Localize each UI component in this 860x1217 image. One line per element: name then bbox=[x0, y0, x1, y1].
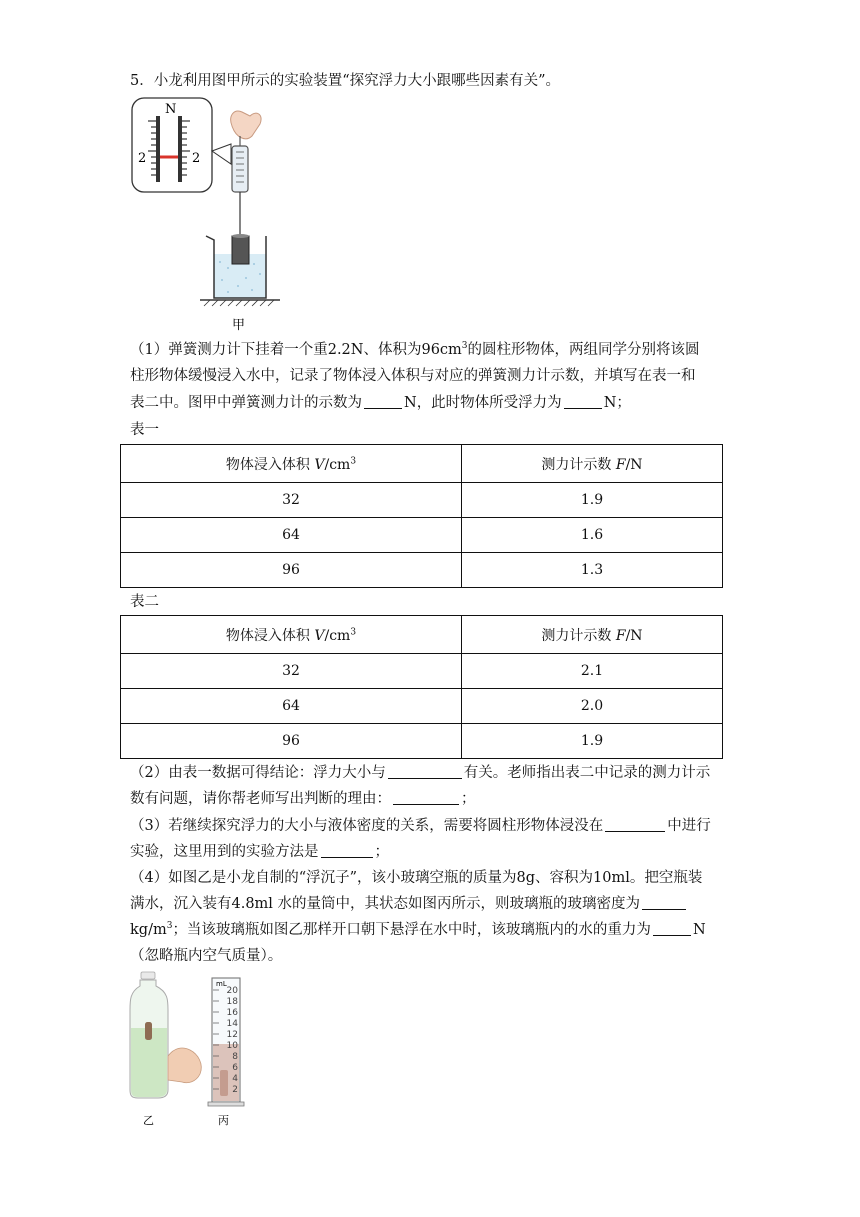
cylinder-unit-label: mL bbox=[216, 980, 227, 988]
table-row: 32 2.1 bbox=[121, 654, 723, 689]
figure-jia bbox=[128, 96, 318, 332]
part4-line3: $kg/m^3$；当该玻璃瓶如图乙那样开口朝下悬浮在水中时，该玻璃瓶内的水的重力为 N bbox=[130, 921, 706, 938]
cylinder-tick-label: 2 bbox=[232, 1085, 238, 1095]
hand-shape bbox=[231, 111, 261, 139]
cylinder-tick-label: 16 bbox=[226, 1008, 238, 1018]
answer-blank-liquid[interactable] bbox=[605, 817, 665, 832]
answer-blank-reason[interactable] bbox=[393, 790, 459, 805]
scale-right-label: 2 bbox=[192, 151, 201, 166]
table-row: 96 1.3 bbox=[121, 553, 723, 588]
spring-scale bbox=[232, 146, 248, 192]
cylinder-tick-label: 4 bbox=[232, 1074, 238, 1084]
figure-yi-bing bbox=[128, 970, 268, 1130]
answer-blank-buoyancy[interactable] bbox=[564, 394, 602, 409]
sunk-bottle bbox=[220, 1070, 228, 1096]
table2-label: 表二 bbox=[130, 594, 159, 610]
figure-bing-caption: 丙 bbox=[218, 1114, 229, 1127]
cylinder-tick-label: 6 bbox=[232, 1063, 238, 1073]
part4-line2: 满水，沉入装有4.8ml 水的量筒中，其状态如图丙所示，则玻璃瓶的玻璃密度为 bbox=[130, 894, 688, 914]
figure-jia-caption: 甲 bbox=[232, 318, 246, 332]
table-row: 64 1.6 bbox=[121, 518, 723, 553]
answer-blank-water-weight[interactable] bbox=[653, 921, 691, 936]
answer-blank-scale-reading[interactable] bbox=[364, 394, 402, 409]
table-2 bbox=[120, 615, 723, 759]
cylinder-tick-label: 10 bbox=[226, 1041, 238, 1051]
cylinder-tick-label: 8 bbox=[232, 1052, 238, 1062]
cylinder-tick-label: 12 bbox=[226, 1030, 238, 1040]
bottle-cap bbox=[141, 972, 155, 979]
scale-unit-label: N bbox=[165, 102, 177, 117]
part3-line1: （3）若继续探究浮力的大小与液体密度的关系，需要将圆柱形物体浸没在 中进行 bbox=[130, 818, 711, 834]
part3-line2: 实验，这里用到的实验方法是 ； bbox=[130, 844, 389, 860]
table-row: 96 1.9 bbox=[121, 724, 723, 759]
part1-line2: 柱形物体缓慢浸入水中，记录了物体浸入体积与对应的弹簧测力计示数，并填写在表一和 bbox=[130, 368, 696, 384]
cylinder-object bbox=[232, 236, 249, 264]
table-header-volume: 物体浸入体积 $V/cm^3$ bbox=[121, 616, 462, 654]
table-row: 32 1.9 bbox=[121, 483, 723, 518]
cylinder-tick-label: 20 bbox=[226, 986, 238, 996]
table1-label: 表一 bbox=[130, 422, 159, 438]
cylinder-tick-label: 14 bbox=[226, 1019, 238, 1029]
table-header-row bbox=[121, 445, 723, 483]
table-1 bbox=[120, 444, 723, 588]
question-intro: 5．小龙利用图甲所示的实验装置“探究浮力大小跟哪些因素有关”。 bbox=[130, 73, 561, 89]
answer-blank-factor[interactable] bbox=[388, 764, 462, 779]
part4-line4: （忽略瓶内空气质量）。 bbox=[130, 948, 283, 964]
table-header-row bbox=[121, 616, 723, 654]
cartesian-diver bbox=[145, 1022, 152, 1040]
part4-line1: （4）如图乙是小龙自制的“浮沉子”，该小玻璃空瓶的质量为8g、容积为10ml。把空瓶装 bbox=[130, 870, 703, 886]
scale-left-label: 2 bbox=[138, 151, 147, 166]
part2-line1: （2）由表一数据可得结论：浮力大小与 有关。老师指出表二中记录的测力计示 bbox=[130, 765, 711, 781]
hand-shape bbox=[168, 1048, 201, 1083]
part2-line2: 数有问题，请你帮老师写出判断的理由： ； bbox=[130, 791, 476, 807]
table-header-reading: 测力计示数 F/N bbox=[462, 616, 723, 654]
cylinder-tick-label: 18 bbox=[226, 997, 238, 1007]
table-header-reading: 测力计示数 F/N bbox=[462, 445, 723, 483]
table-header-volume: 物体浸入体积 $V/cm^3$ bbox=[121, 445, 462, 483]
answer-blank-density[interactable] bbox=[642, 895, 686, 910]
part1-line1: （1）弹簧测力计下挂着一个重2.2N、体积为$96cm^3$的圆柱形物体，两组同学分别将该圆 bbox=[130, 341, 700, 358]
answer-blank-method[interactable] bbox=[321, 843, 373, 858]
table-row: 64 2.0 bbox=[121, 689, 723, 724]
figure-yi-caption: 乙 bbox=[143, 1114, 154, 1127]
part1-line3: 表二中。图甲中弹簧测力计的示数为 N，此时物体所受浮力为 N； bbox=[130, 395, 631, 411]
